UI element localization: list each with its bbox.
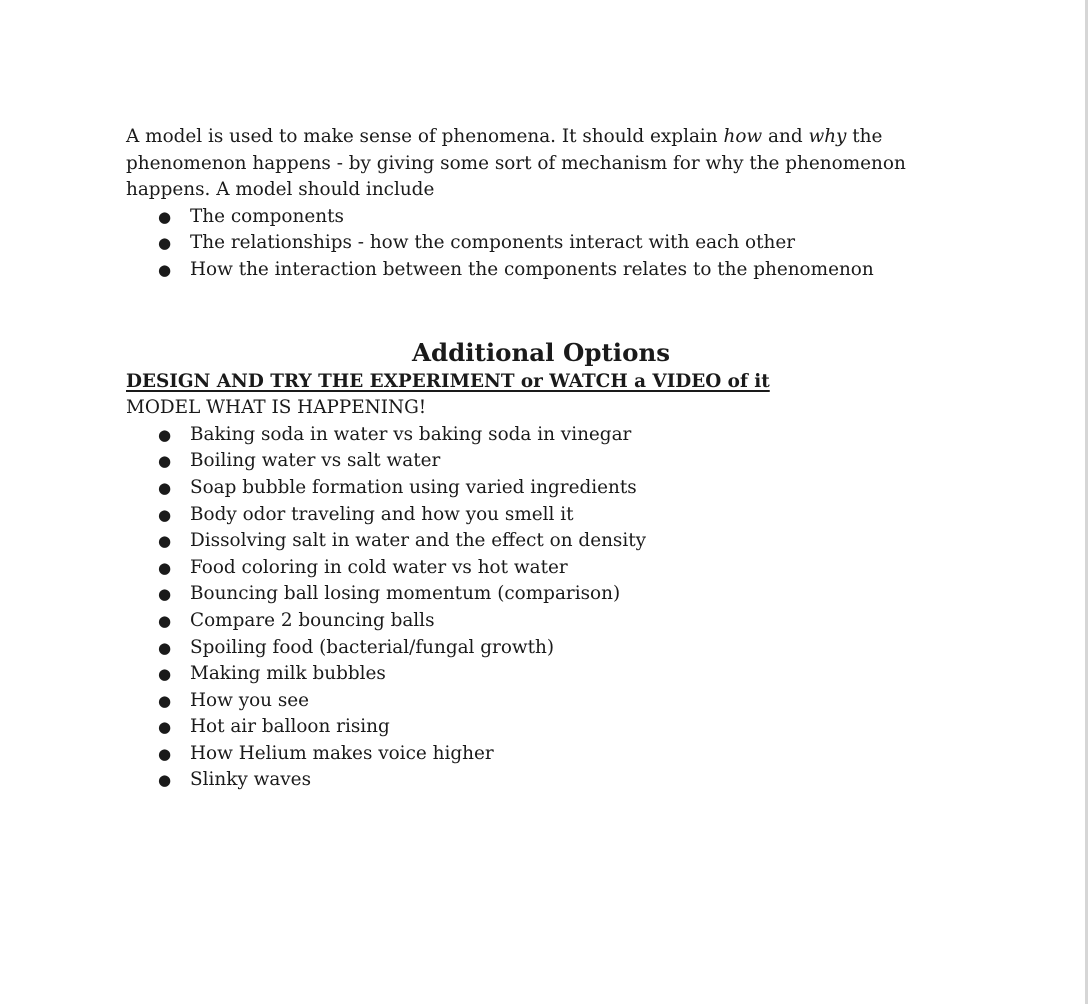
intro-text-2: and xyxy=(762,126,809,147)
model-prompt: MODEL WHAT IS HAPPENING! xyxy=(126,397,427,419)
intro-text-3: the phenomenon happens - by giving some sort of mechanism for why the phenomenon happens. A model should include xyxy=(126,126,906,201)
list-item: ● Baking soda in water vs baking soda in vinegar xyxy=(126,422,986,449)
list-item: ● Making milk bubbles xyxy=(126,661,986,688)
list-item: ● The relationships - how the components interact with each other xyxy=(126,230,986,257)
document-body xyxy=(126,124,986,794)
list-item: ● Food coloring in cold water vs hot water xyxy=(126,555,986,582)
list-item: ● The components xyxy=(126,204,986,231)
intro-text-1: A model is used to make sense of phenomena. It should explain xyxy=(126,126,724,147)
experiment-subheading: DESIGN AND TRY THE EXPERIMENT or WATCH a VIDEO of it xyxy=(126,370,770,392)
list-item: ● How the interaction between the components relates to the phenomenon xyxy=(126,257,986,284)
intro-emphasis-why: why xyxy=(808,126,847,147)
list-item: ● Body odor traveling and how you smell it xyxy=(126,502,986,529)
list-item: ● Slinky waves xyxy=(126,767,986,794)
intro-paragraph xyxy=(126,124,966,204)
list-item: ● Dissolving salt in water and the effect on density xyxy=(126,528,986,555)
list-item: ● Hot air balloon rising xyxy=(126,714,986,741)
list-item: ● Soap bubble formation using varied ingredients xyxy=(126,475,986,502)
list-item: ● Spoiling food (bacterial/fungal growth) xyxy=(126,635,986,662)
model-components-list xyxy=(126,204,986,284)
list-item: ● Boiling water vs salt water xyxy=(126,448,986,475)
options-list xyxy=(126,422,986,794)
list-item: ● Compare 2 bouncing balls xyxy=(126,608,986,635)
section-heading: Additional Options xyxy=(411,337,671,367)
intro-emphasis-how: how xyxy=(723,126,763,147)
list-item: ● How Helium makes voice higher xyxy=(126,741,986,768)
list-item: ● How you see xyxy=(126,688,986,715)
list-item: ● Bouncing ball losing momentum (comparison) xyxy=(126,581,986,608)
